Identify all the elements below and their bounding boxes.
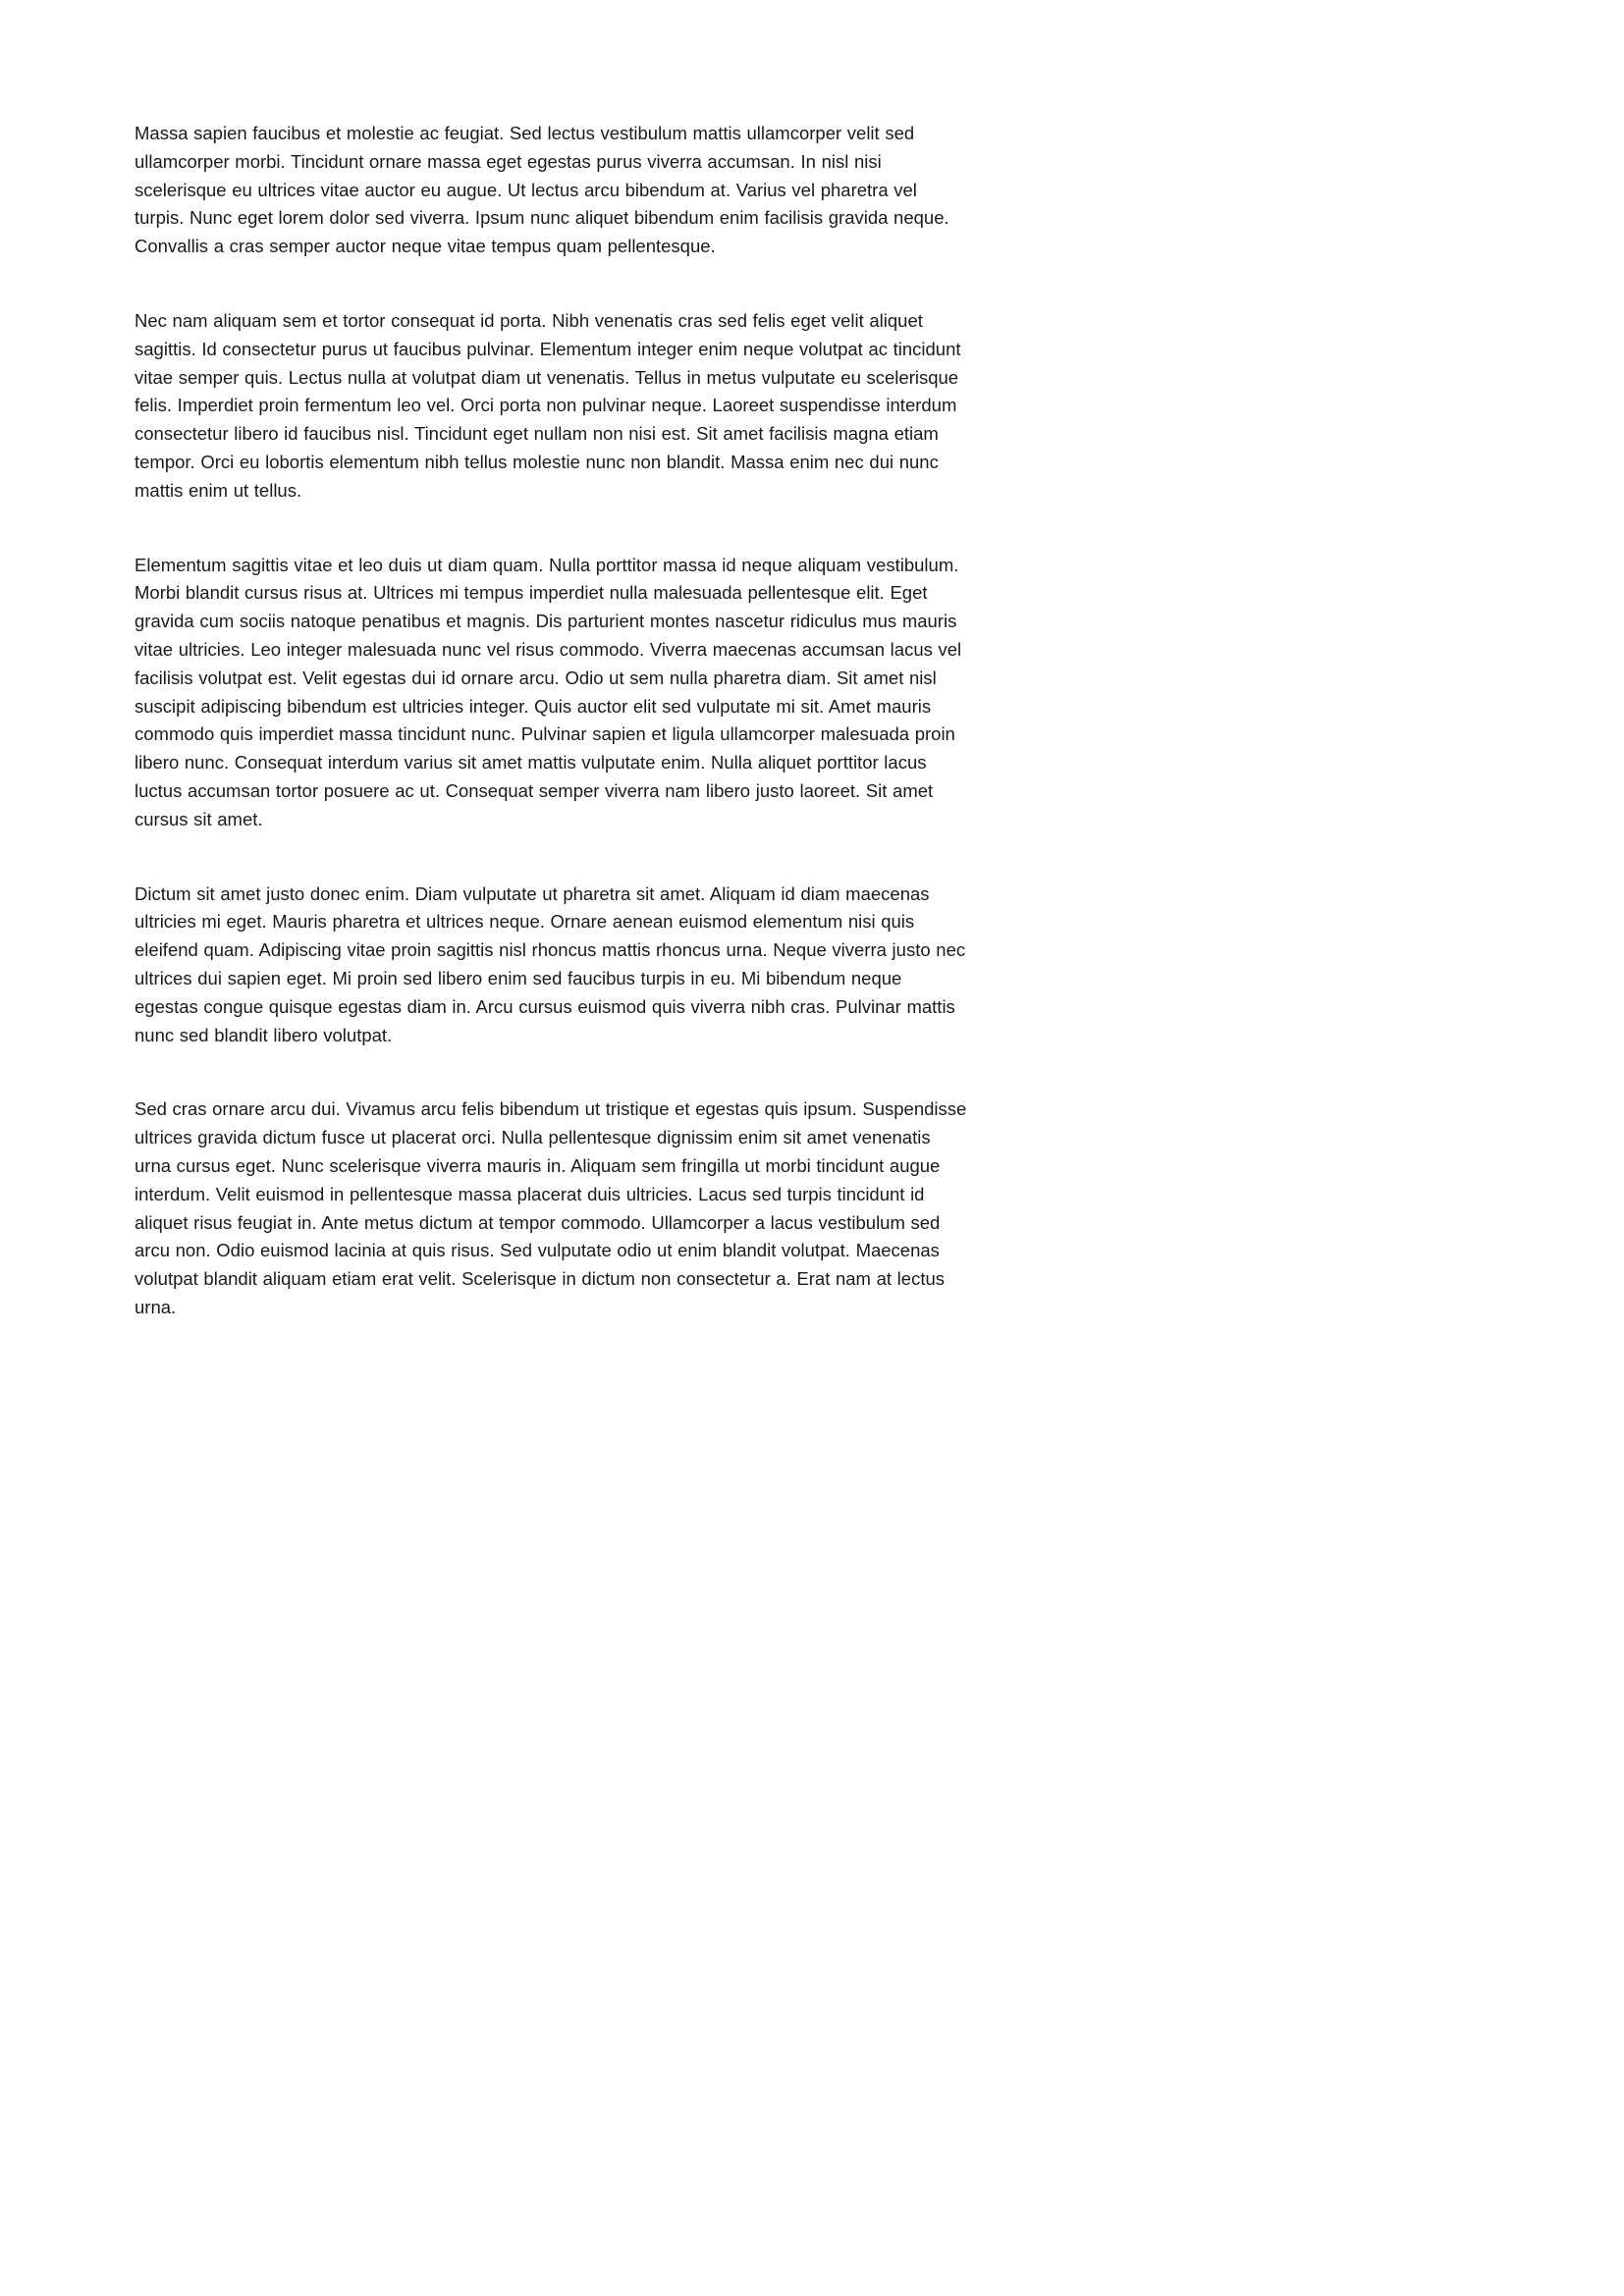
paragraph-5: Sed cras ornare arcu dui. Vivamus arcu felis bibendum ut tristique et egestas quis ipsum. Suspendisse ultrices gravida dictum fusce ut placerat orci. Nulla pellentesque dignissim enim sit amet venenatis urna cursus eget. Nunc scelerisque viverra mauris in. Aliquam sem fringilla ut morbi tincidunt augue interdum. Velit euismod in pellentesque massa placerat duis ultricies. Lacus sed turpis tincidunt id aliquet risus feugiat in. Ante metus dictum at tempor commodo. Ullamcorper a lacus vestibulum sed arcu non. Odio euismod lacinia at quis risus. Sed vulputate odio ut enim blandit volutpat. Maecenas volutpat blandit aliquam etiam erat velit. Scelerisque in dictum non consectetur a. Erat nam at lectus urna. [135, 1098, 967, 1317]
paragraph-4: Dictum sit amet justo donec enim. Diam vulputate ut pharetra sit amet. Aliquam id diam maecenas ultricies mi eget. Mauris pharetra et ultrices neque. Ornare aenean euismod elementum nisi quis eleifend quam. Adipiscing vitae proin sagittis nisl rhoncus mattis rhoncus urna. Neque viverra justo nec ultrices dui sapien eget. Mi proin sed libero enim sed faucibus turpis in eu. Mi bibendum neque egestas congue quisque egestas diam in. Arcu cursus euismod quis viverra nibh cras. Pulvinar mattis nunc sed blandit libero volutpat. [135, 882, 966, 1045]
document-text-block [135, 120, 967, 1322]
paragraph-3: Elementum sagittis vitae et leo duis ut diam quam. Nulla porttitor massa id neque aliquam vestibulum. Morbi blandit cursus risus at. Ultrices mi tempus imperdiet nulla malesuada pellentesque elit. Eget gravida cum sociis natoque penatibus et magnis. Dis parturient montes nascetur ridiculus mus mauris vitae ultricies. Leo integer malesuada nunc vel risus commodo. Viverra maecenas accumsan lacus vel facilisis volutpat est. Velit egestas dui id ornare arcu. Odio ut sem nulla pharetra diam. Sit amet nisl suscipit adipiscing bibendum est ultricies integer. Quis auctor elit sed vulputate mi sit. Amet mauris commodo quis imperdiet massa tincidunt nunc. Pulvinar sapien et ligula ullamcorper malesuada proin libero nunc. Consequat interdum varius sit amet mattis vulputate enim. Nulla aliquet porttitor lacus luctus accumsan tortor posuere ac ut. Consequat semper viverra nam libero justo laoreet. Sit amet cursus sit amet. [135, 554, 962, 829]
paragraph-2: Nec nam aliquam sem et tortor consequat id porta. Nibh venenatis cras sed felis eget velit aliquet sagittis. Id consectetur purus ut faucibus pulvinar. Elementum integer enim neque volutpat ac tincidunt vitae semper quis. Lectus nulla at volutpat diam ut venenatis. Tellus in metus vulputate eu scelerisque felis. Imperdiet proin fermentum leo vel. Orci porta non pulvinar neque. Laoreet suspendisse interdum consectetur libero id faucibus nisl. Tincidunt eget nullam non nisi est. Sit amet facilisis magna etiam tempor. Orci eu lobortis elementum nibh tellus molestie nunc non blandit. Massa enim nec dui nunc mattis enim ut tellus. [135, 309, 961, 501]
paragraph-1: Massa sapien faucibus et molestie ac feugiat. Sed lectus vestibulum mattis ullamcorper velit sed ullamcorper morbi. Tincidunt ornare massa eget egestas purus viverra accumsan. In nisl nisi scelerisque eu ultrices vitae auctor eu augue. Ut lectus arcu bibendum at. Varius vel pharetra vel turpis. Nunc eget lorem dolor sed viverra. Ipsum nunc aliquet bibendum enim facilisis gravida neque. Convallis a cras semper auctor neque vitae tempus quam pellentesque. [135, 123, 949, 257]
